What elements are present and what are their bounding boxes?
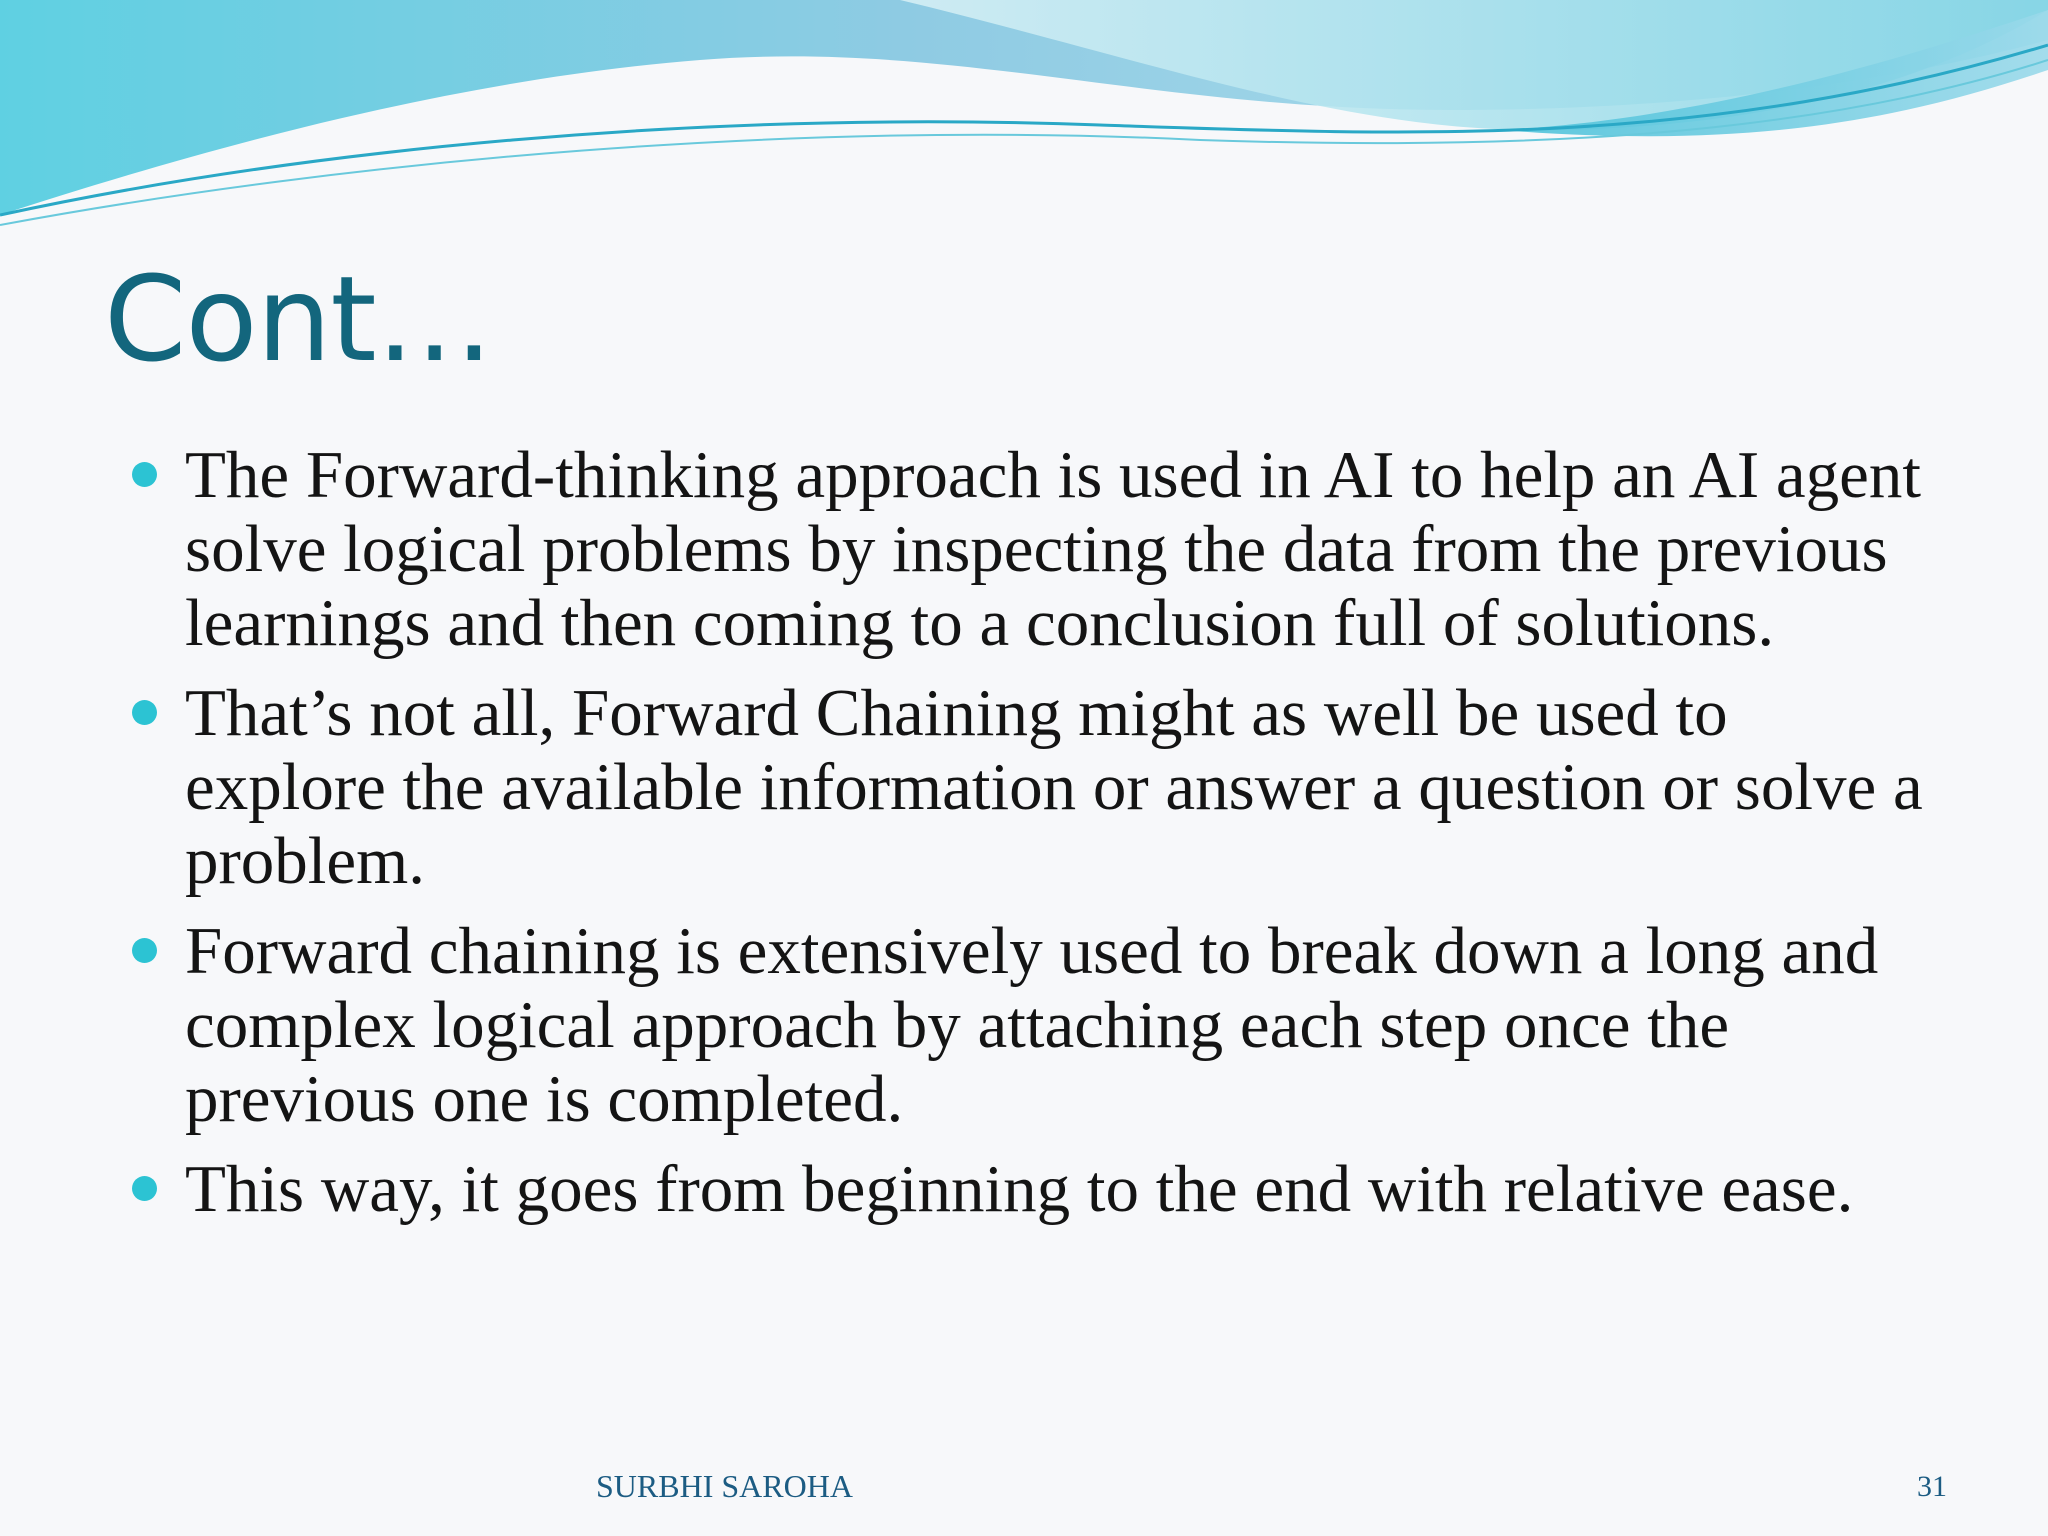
- bullet-item: [130, 914, 1940, 1136]
- bullet-item: [130, 676, 1940, 898]
- slide-title: Cont…: [104, 250, 493, 388]
- footer-author: SURBHI SAROHA: [596, 1468, 853, 1504]
- bullet-dot-icon: [132, 1176, 157, 1201]
- bullet-dot-icon: [132, 462, 157, 487]
- decorative-wave-header: [0, 0, 2048, 260]
- slide-number: 31: [1917, 1470, 1947, 1503]
- bullet-text: This way, it goes from beginning to the end with relative ease.: [185, 1152, 1854, 1226]
- bullet-item: [130, 438, 1940, 660]
- bullet-list: [130, 438, 1940, 1242]
- bullet-dot-icon: [132, 938, 157, 963]
- bullet-item: [130, 1152, 1940, 1226]
- bullet-text: The Forward-thinking approach is used in AI to help an AI agent solve logical problems by inspecting the data from the previous learnings and then coming to a conclusion full of solutions.: [185, 438, 1922, 660]
- bullet-text: Forward chaining is extensively used to break down a long and complex logical approach by attaching each step once the previous one is completed.: [185, 914, 1879, 1136]
- bullet-text: That’s not all, Forward Chaining might as well be used to explore the available information or answer a question or solve a problem.: [185, 676, 1923, 898]
- bullet-dot-icon: [132, 700, 157, 725]
